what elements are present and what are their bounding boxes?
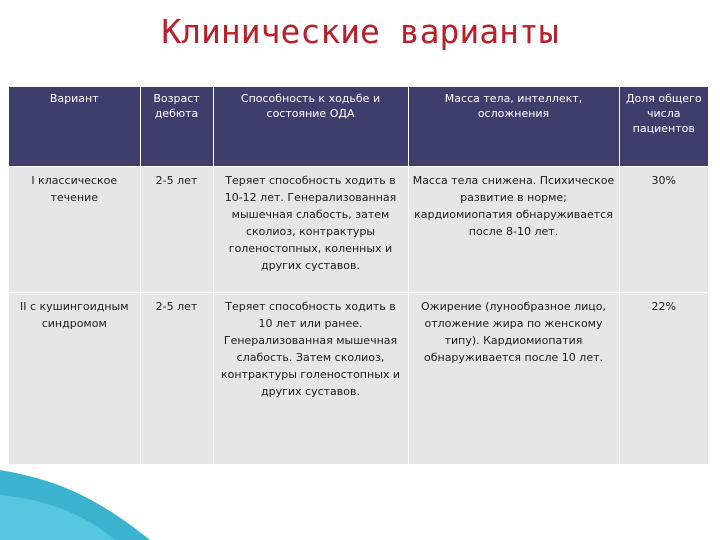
swoosh-highlight: [0, 495, 115, 540]
table-row: [9, 166, 708, 292]
header-walking-ability: Способность к ходьбе и состояние ОДА: [213, 87, 408, 166]
header-variant: Вариант: [9, 87, 140, 166]
page-title: Клинические варианты: [161, 12, 559, 51]
clinical-variants-table: [9, 87, 708, 464]
cell-patient-share: 22%: [619, 292, 708, 464]
table-header-row: [9, 87, 708, 166]
cell-walking-ability: Теряет способность ходить в 10 лет или ранее. Генерализованная мышечная слабость. Затем сколиоз, контрактуры голеностопных и других суставов.: [213, 292, 408, 464]
swoosh-shape: [0, 470, 150, 540]
header-onset-age: Возраст дебюта: [140, 87, 213, 166]
cell-weight-intellect: Масса тела снижена. Психическое развитие в норме; кардиомиопатия обнаруживается после 8-10 лет.: [408, 166, 619, 292]
cell-variant: I классическое течение: [9, 166, 140, 292]
table-row: [9, 292, 708, 464]
header-weight-intellect: Масса тела, интеллект, осложнения: [408, 87, 619, 166]
cell-onset-age: 2-5 лет: [140, 292, 213, 464]
cell-variant: II с кушингоидным синдромом: [9, 292, 140, 464]
header-patient-share: Доля общего числа пациентов: [619, 87, 708, 166]
cell-onset-age: 2-5 лет: [140, 166, 213, 292]
cell-weight-intellect: Ожирение (лунообразное лицо, отложение жира по женскому типу). Кардиомиопатия обнаруживается после 10 лет.: [408, 292, 619, 464]
cell-patient-share: 30%: [619, 166, 708, 292]
cell-walking-ability: Теряет способность ходить в 10-12 лет. Генерализованная мышечная слабость, затем сколиоз, контрактуры голеностопных, коленных и других суставов.: [213, 166, 408, 292]
